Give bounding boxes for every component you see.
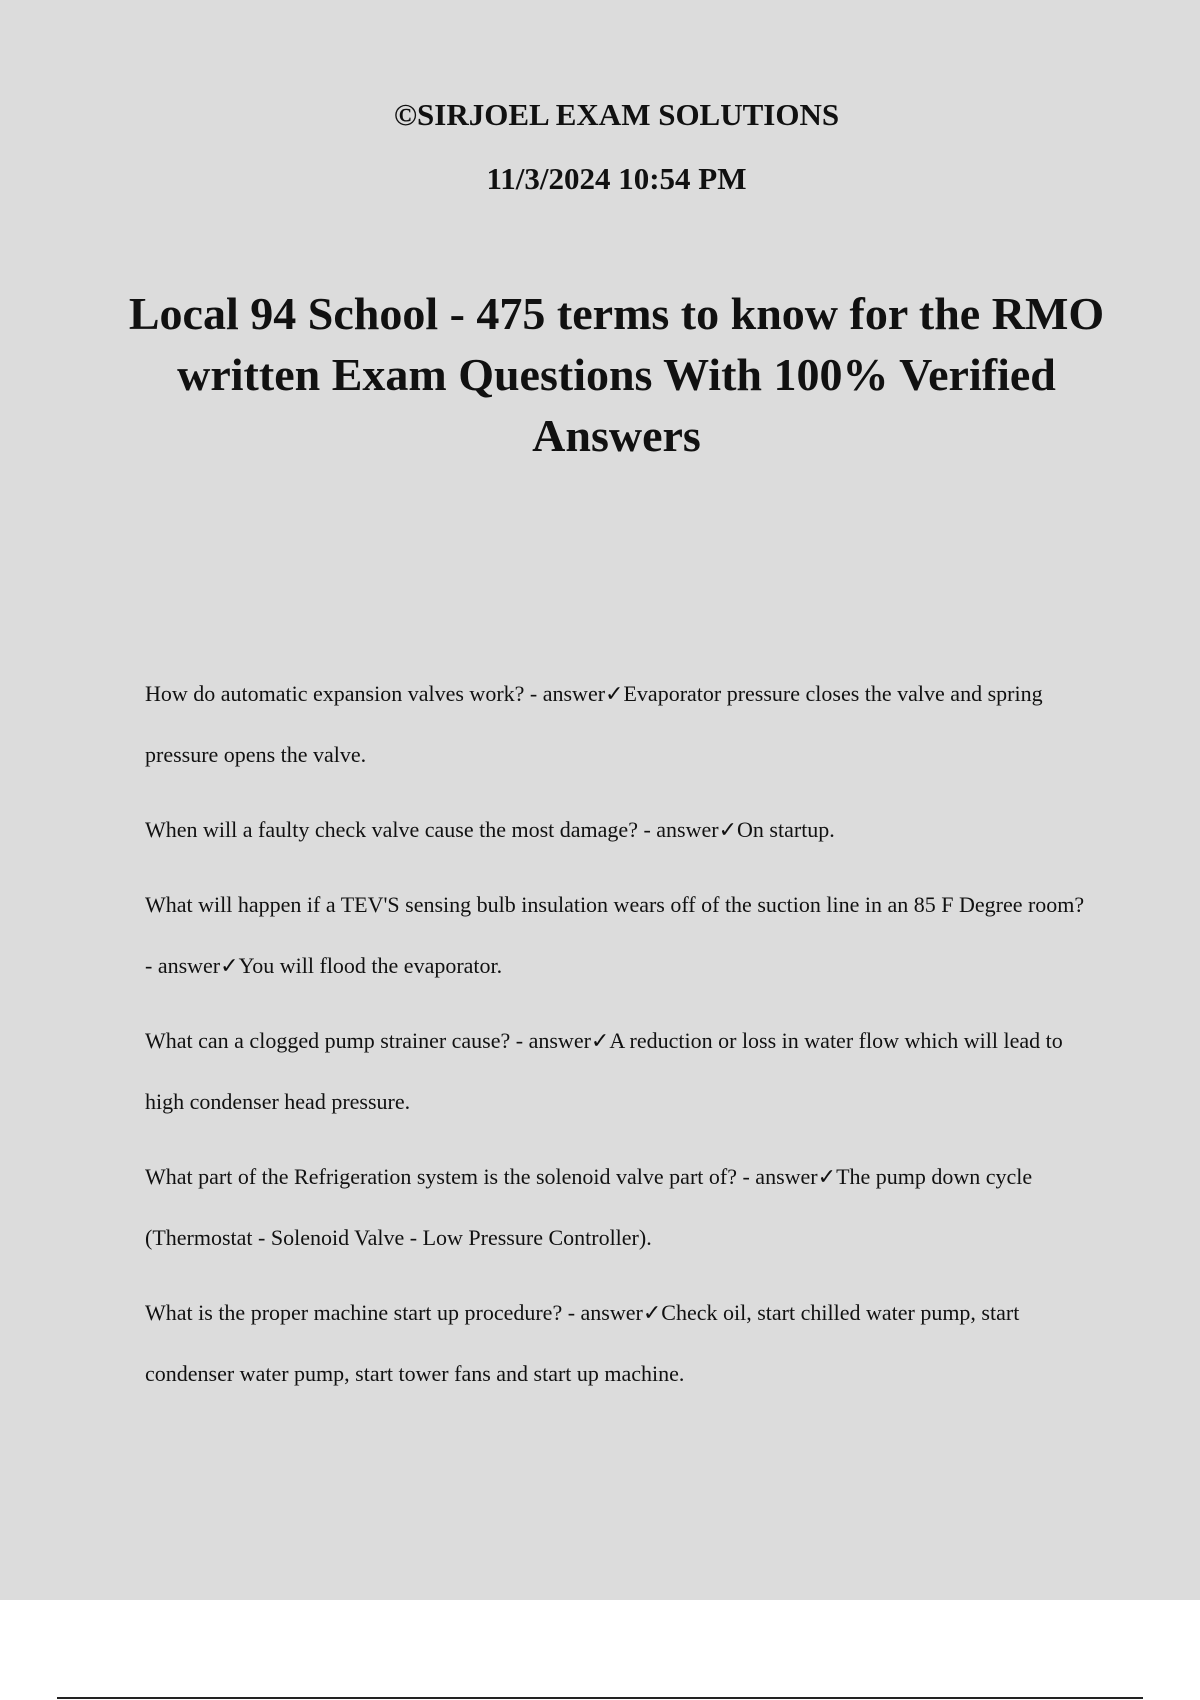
- answer-text: Check oil, start chilled water pump, start condenser water pump, start tower fans and start up machine.: [145, 1300, 1020, 1386]
- timestamp: 11/3/2024 10:54 PM: [486, 161, 747, 196]
- question-text: What can a clogged pump strainer cause?: [145, 1028, 511, 1053]
- document-header: [0, 95, 1200, 199]
- answer-separator: - answer: [637, 817, 719, 842]
- check-icon: ✓: [642, 1300, 662, 1325]
- question-text: What is the proper machine start up procedure?: [145, 1300, 563, 1325]
- qa-item: [145, 1010, 1095, 1132]
- qa-item: [145, 1146, 1095, 1268]
- question-text: What will happen if a TEV'S sensing bulb insulation wears off of the suction line in an 85 F Degree room?: [145, 892, 1085, 917]
- brand-name: ©SIRJOEL EXAM SOLUTIONS: [393, 97, 840, 132]
- check-icon: ✓: [817, 1164, 837, 1189]
- answer-separator: - answer: [524, 681, 606, 706]
- footer-divider: [57, 1697, 1143, 1699]
- answer-separator: - answer: [510, 1028, 591, 1053]
- qa-item: [145, 663, 1095, 785]
- answer-text: On startup.: [737, 817, 835, 842]
- qa-item: [145, 1282, 1095, 1404]
- page-title: Local 94 School - 475 terms to know for the RMO written Exam Questions With 100% Verified Answers: [128, 288, 1105, 461]
- answer-text: The pump down cycle (Thermostat - Solenoid Valve - Low Pressure Controller).: [145, 1164, 1033, 1250]
- question-text: What part of the Refrigeration system is the solenoid valve part of?: [145, 1164, 737, 1189]
- answer-text: A reduction or loss in water flow which will lead to high condenser head pressure.: [145, 1028, 1063, 1114]
- answer-separator: - answer: [736, 1164, 818, 1189]
- qa-item: [145, 799, 1095, 860]
- qa-list: [145, 663, 1095, 1404]
- question-text: How do automatic expansion valves work?: [145, 681, 525, 706]
- check-icon: ✓: [605, 681, 624, 706]
- qa-item: [145, 874, 1095, 996]
- answer-separator: - answer: [145, 953, 221, 978]
- question-text: When will a faulty check valve cause the most damage?: [145, 817, 638, 842]
- answer-text: Evaporator pressure closes the valve and spring pressure opens the valve.: [145, 681, 1043, 767]
- check-icon: ✓: [220, 953, 239, 978]
- check-icon: ✓: [718, 817, 738, 842]
- answer-text: You will flood the evaporator.: [238, 953, 503, 978]
- check-icon: ✓: [590, 1028, 610, 1053]
- answer-separator: - answer: [562, 1300, 643, 1325]
